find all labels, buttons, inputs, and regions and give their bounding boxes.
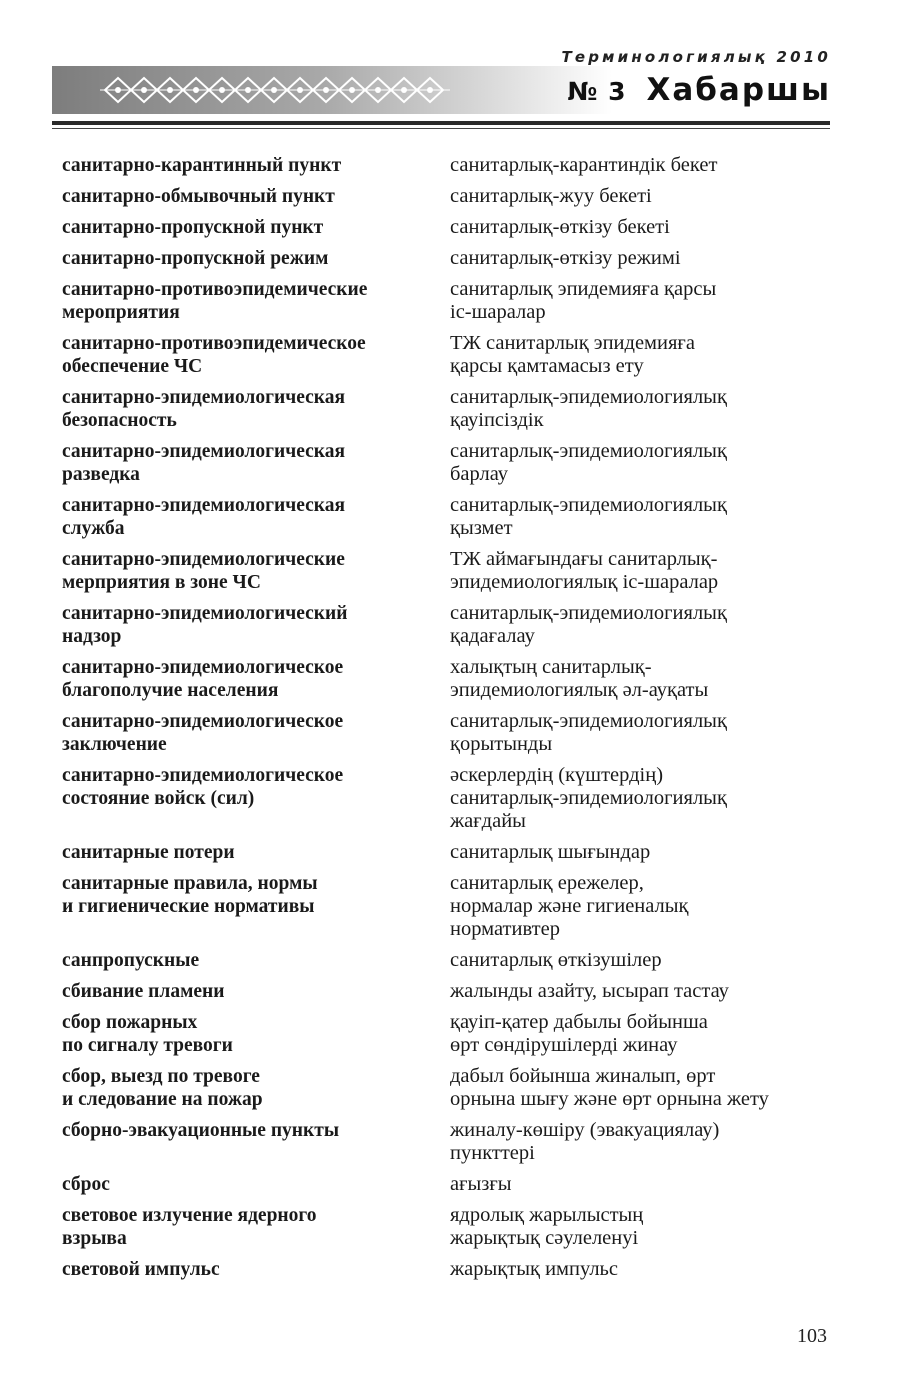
term-row xyxy=(62,185,822,208)
term-kazakh: халықтың санитарлық- эпидемиологиялық әл-ауқаты xyxy=(450,656,709,701)
term-kazakh: дабыл бойынша жиналып, өрт орнына шығу және өрт орнына жету xyxy=(450,1065,769,1110)
issue-heading xyxy=(567,72,831,108)
term-russian: сбивание пламени xyxy=(62,981,225,1002)
term-kazakh: ТЖ аймағындағы санитарлық- эпидемиологиялық іс-шаралар xyxy=(450,548,719,593)
term-russian: санитарные правила, нормы и гигиенические нормативы xyxy=(62,873,318,917)
term-kazakh: жарықтық импульс xyxy=(450,1258,619,1280)
term-row xyxy=(62,764,822,833)
term-row xyxy=(62,949,822,972)
term-kazakh: санитарлық-эпидемиологиялық қызмет xyxy=(450,494,727,539)
term-kazakh: санитарлық-эпидемиологиялық қауіпсіздік xyxy=(450,386,727,431)
term-row xyxy=(62,1204,822,1250)
term-russian: санитарно-эпидемиологическое заключение xyxy=(62,711,344,755)
term-row xyxy=(62,872,822,941)
term-row xyxy=(62,602,822,648)
term-row xyxy=(62,841,822,864)
term-row xyxy=(62,1065,822,1111)
term-russian: санитарно-эпидемиологические мерприятия в зоне ЧС xyxy=(62,549,345,593)
term-russian: санитарно-эпидемиологическая служба xyxy=(62,495,345,539)
term-kazakh: жиналу-көшіру (эвакуациялау) пункттері xyxy=(450,1119,720,1164)
term-russian: санитарно-пропускной режим xyxy=(62,248,329,269)
term-kazakh: санитарлық-эпидемиологиялық барлау xyxy=(450,440,727,485)
term-russian: сборно-эвакуационные пункты xyxy=(62,1120,340,1141)
term-row xyxy=(62,494,822,540)
header-rule-thin xyxy=(52,128,830,129)
term-row xyxy=(62,656,822,702)
term-kazakh: ТЖ санитарлық эпидемияға қарсы қамтамасыз ету xyxy=(450,332,695,377)
term-kazakh: санитарлық-эпидемиологиялық қорытынды xyxy=(450,710,727,755)
term-row xyxy=(62,332,822,378)
term-russian: санитарно-эпидемиологическая разведка xyxy=(62,441,345,485)
term-row xyxy=(62,440,822,486)
term-row xyxy=(62,1258,822,1281)
term-row xyxy=(62,548,822,594)
term-kazakh: санитарлық-өткізу режимі xyxy=(450,247,681,269)
term-kazakh: санитарлық ережелер, нормалар және гигиеналық нормативтер xyxy=(450,872,689,940)
term-russian: санитарно-противоэпидемические мероприятия xyxy=(62,279,368,323)
term-kazakh: ағызғы xyxy=(450,1173,512,1195)
term-kazakh: санитарлық-карантиндік бекет xyxy=(450,154,718,176)
term-russian: сбор пожарных по сигналу тревоги xyxy=(62,1012,233,1056)
ornament-pattern-icon xyxy=(100,72,450,108)
term-row xyxy=(62,710,822,756)
term-kazakh: қауіп-қатер дабылы бойынша өрт сөндірушілерді жинау xyxy=(450,1011,708,1056)
term-kazakh: санитарлық шығындар xyxy=(450,841,651,863)
journal-title: Терминологиялық 2010 xyxy=(561,48,831,66)
term-kazakh: ядролық жарылыстың жарықтық сәулеленуі xyxy=(450,1204,644,1249)
term-kazakh: санитарлық-жуу бекеті xyxy=(450,185,652,207)
page-number: 103 xyxy=(797,1325,827,1347)
term-row xyxy=(62,980,822,1003)
term-row xyxy=(62,247,822,270)
term-row xyxy=(62,154,822,177)
term-row xyxy=(62,1173,822,1196)
term-kazakh: санитарлық эпидемияға қарсы іс-шаралар xyxy=(450,278,717,323)
term-russian: сброс xyxy=(62,1174,110,1195)
term-russian: санитарно-обмывочный пункт xyxy=(62,186,335,207)
term-russian: световой импульс xyxy=(62,1259,220,1280)
term-row xyxy=(62,1011,822,1057)
term-russian: санитарно-карантинный пункт xyxy=(62,155,342,176)
term-kazakh: әскерлердің (күштердің) санитарлық-эпидемиологиялық жағдайы xyxy=(450,764,727,832)
term-row xyxy=(62,1119,822,1165)
term-kazakh: санитарлық-эпидемиологиялық қадағалау xyxy=(450,602,727,647)
term-russian: санитарно-противоэпидемическое обеспечение ЧС xyxy=(62,333,366,377)
term-row xyxy=(62,216,822,239)
term-russian: санитарно-эпидемиологическая безопасность xyxy=(62,387,345,431)
term-list xyxy=(62,154,822,1289)
term-russian: световое излучение ядерного взрыва xyxy=(62,1205,317,1249)
term-row xyxy=(62,278,822,324)
term-russian: санитарно-эпидемиологическое благополучие населения xyxy=(62,657,344,701)
term-russian: санитарно-эпидемиологическое состояние войск (сил) xyxy=(62,765,344,809)
term-russian: санпропускные xyxy=(62,950,200,971)
term-kazakh: санитарлық өткізушілер xyxy=(450,949,662,971)
term-russian: санитарно-эпидемиологический надзор xyxy=(62,603,348,647)
term-russian: санитарные потери xyxy=(62,842,235,863)
journal-name: Хабаршы xyxy=(646,72,831,108)
term-kazakh: жалынды азайту, ысырап тастау xyxy=(450,980,729,1002)
term-row xyxy=(62,386,822,432)
term-russian: санитарно-пропускной пункт xyxy=(62,217,324,238)
term-russian: сбор, выезд по тревоге и следование на пожар xyxy=(62,1066,263,1110)
issue-number: № 3 xyxy=(567,77,627,106)
term-kazakh: санитарлық-өткізу бекеті xyxy=(450,216,670,238)
header-rule xyxy=(52,121,830,125)
